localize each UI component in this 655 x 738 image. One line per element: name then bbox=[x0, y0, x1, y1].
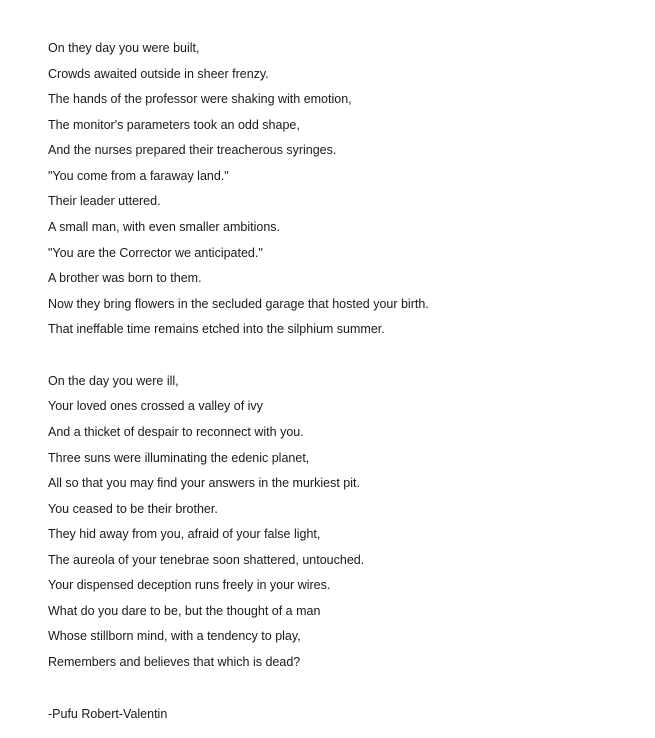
poem-line: Three suns were illuminating the edenic planet, bbox=[48, 451, 310, 465]
poem-line: "You are the Corrector we anticipated." bbox=[48, 246, 263, 260]
poem-line: On they day you were built, bbox=[48, 41, 200, 55]
author-signature: -Pufu Robert-Valentin bbox=[48, 707, 168, 721]
poem-line: "You come from a faraway land." bbox=[48, 169, 229, 183]
poem-line: Crowds awaited outside in sheer frenzy. bbox=[48, 67, 269, 81]
poem-line: What do you dare to be, but the thought of a man bbox=[48, 604, 321, 618]
poem-line: The hands of the professor were shaking with emotion, bbox=[48, 92, 352, 106]
poem-line: Whose stillborn mind, with a tendency to play, bbox=[48, 629, 301, 643]
poem-line: Remembers and believes that which is dead? bbox=[48, 655, 301, 669]
poem-line: The aureola of your tenebrae soon shattered, untouched. bbox=[48, 553, 365, 567]
poem-line: A small man, with even smaller ambitions. bbox=[48, 220, 281, 234]
poem-line: A brother was born to them. bbox=[48, 271, 202, 285]
poem-line: You ceased to be their brother. bbox=[48, 502, 218, 516]
poem-line: That ineffable time remains etched into the silphium summer. bbox=[48, 322, 385, 336]
poem-line: And a thicket of despair to reconnect with you. bbox=[48, 425, 304, 439]
poem-line: Now they bring flowers in the secluded garage that hosted your birth. bbox=[48, 297, 429, 311]
poem-line: Your loved ones crossed a valley of ivy bbox=[48, 399, 263, 413]
poem-line: Your dispensed deception runs freely in your wires. bbox=[48, 578, 331, 592]
poem-line: On the day you were ill, bbox=[48, 374, 179, 388]
poem-line: And the nurses prepared their treacherous syringes. bbox=[48, 143, 337, 157]
poem-line: Their leader uttered. bbox=[48, 194, 161, 208]
poem-line: All so that you may find your answers in the murkiest pit. bbox=[48, 476, 360, 490]
poem-line: They hid away from you, afraid of your false light, bbox=[48, 527, 321, 541]
poem-line: The monitor's parameters took an odd shape, bbox=[48, 118, 300, 132]
